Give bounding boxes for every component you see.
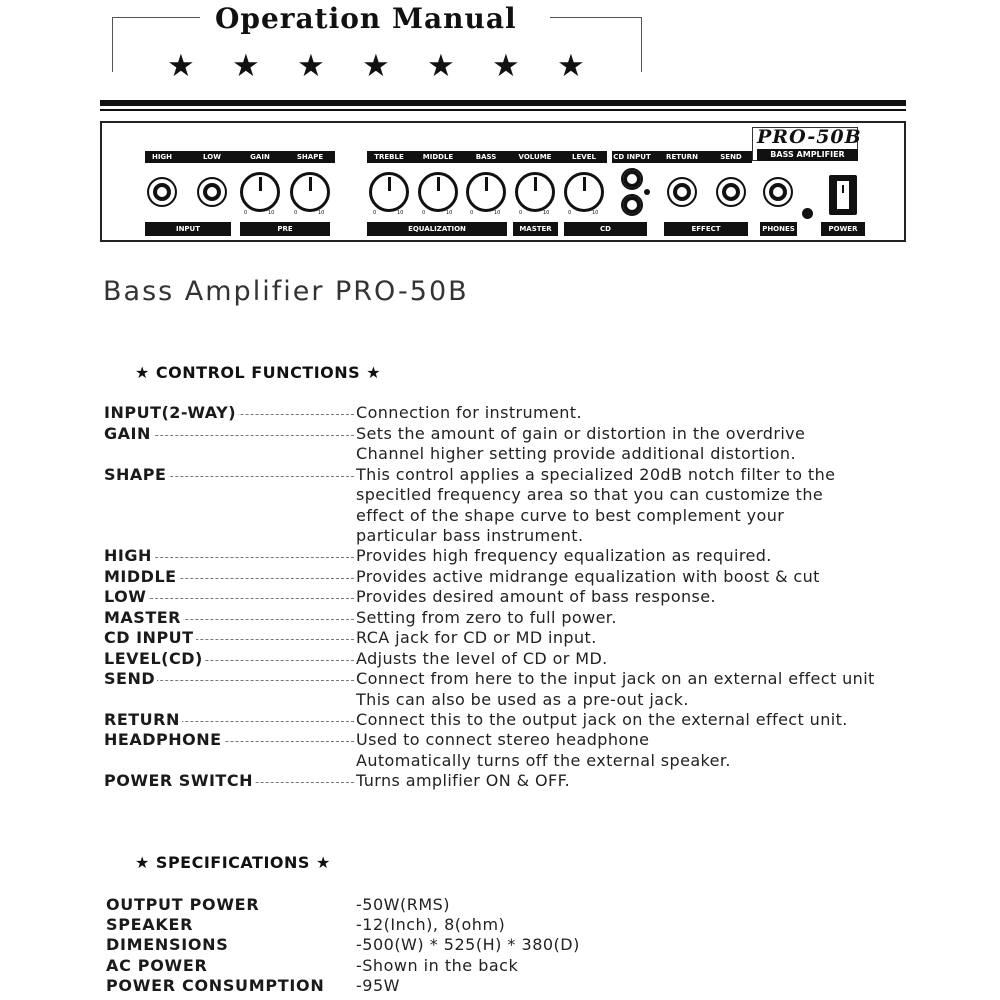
title-stars: [150, 50, 610, 86]
label-high: HIGH: [151, 153, 173, 161]
spec-value: -95W: [356, 976, 400, 995]
function-row-send: [104, 669, 904, 689]
function-name: LOW: [104, 587, 147, 606]
function-name: RETURN: [104, 710, 180, 729]
function-row-gain: [104, 424, 904, 444]
function-description: Provides active midrange equalization with boost & cut: [356, 567, 820, 586]
function-row-power-switch: [104, 771, 904, 791]
section-master: MASTER: [513, 222, 558, 236]
spec-value: -500(W) * 525(H) * 380(D): [356, 935, 580, 954]
label-bass: BASS: [475, 153, 497, 161]
function-row-cd-input: [104, 628, 904, 648]
function-name: MIDDLE: [104, 567, 177, 586]
input-low-jack: [197, 177, 227, 207]
function-description: Connect this to the output jack on the external effect unit.: [356, 710, 848, 729]
model-subtitle: BASS AMPLIFIER: [757, 149, 858, 161]
function-description: Connect from here to the input jack on an external effect unit: [356, 669, 875, 688]
label-low: LOW: [203, 153, 221, 161]
level-knob: [564, 172, 604, 212]
spec-label: POWER CONSUMPTION: [106, 976, 325, 995]
function-description-continued: Automatically turns off the external speaker.: [356, 751, 731, 770]
treble-scale-max: 10: [397, 210, 404, 216]
middle-scale-max: 10: [446, 210, 453, 216]
function-row-return: [104, 710, 904, 730]
section-pre: PRE: [240, 222, 330, 236]
cd-input-rca-right: [621, 194, 643, 216]
section-effect: EFFECT: [664, 222, 748, 236]
section-input: INPUT: [145, 222, 231, 236]
bass-scale-min: 0: [470, 210, 474, 216]
level-scale-min: 0: [568, 210, 572, 216]
function-row-level-cd: [104, 649, 904, 669]
function-description: Provides desired amount of bass response.: [356, 587, 717, 606]
function-name: INPUT(2-WAY): [104, 403, 237, 422]
star-icon: ★: [492, 48, 520, 84]
spec-label: DIMENSIONS: [106, 935, 229, 954]
label-return: RETURN: [666, 153, 698, 161]
shape-knob: [290, 172, 330, 212]
volume-scale-min: 0: [519, 210, 523, 216]
function-description-continued: specitled frequency area so that you can customize the: [356, 485, 824, 504]
shape-scale-max: 10: [318, 210, 325, 216]
treble-scale-min: 0: [373, 210, 377, 216]
label-treble: TREBLE: [374, 153, 404, 161]
function-name: SEND: [104, 669, 156, 688]
spec-value: -Shown in the back: [356, 956, 519, 975]
function-row-middle: [104, 567, 904, 587]
specifications-heading: ★ SPECIFICATIONS ★: [135, 853, 331, 872]
section-cd: CD: [564, 222, 647, 236]
function-description-continued: effect of the shape curve to best complement your: [356, 506, 785, 525]
label-middle: MIDDLE: [422, 153, 454, 161]
function-description: Adjusts the level of CD or MD.: [356, 649, 608, 668]
function-row-master: [104, 608, 904, 628]
control-functions-heading: ★ CONTROL FUNCTIONS ★: [135, 363, 382, 382]
star-icon: ★: [297, 48, 325, 84]
spec-label: OUTPUT POWER: [106, 895, 260, 914]
power-switch-icon: [829, 175, 857, 215]
label-gain: GAIN: [250, 153, 270, 161]
bass-scale-max: 10: [494, 210, 501, 216]
section-power: POWER: [821, 222, 865, 236]
function-description: Provides high frequency equalization as required.: [356, 546, 772, 565]
level-scale-max: 10: [592, 210, 599, 216]
middle-knob: [418, 172, 458, 212]
function-description: RCA jack for CD or MD input.: [356, 628, 597, 647]
label-send: SEND: [720, 153, 742, 161]
product-headline: Bass Amplifier PRO-50B: [103, 276, 469, 307]
star-icon: ★: [232, 48, 260, 84]
function-name: HIGH: [104, 546, 152, 565]
star-icon: ★: [427, 48, 455, 84]
star-icon: ★: [167, 48, 195, 84]
function-name: GAIN: [104, 424, 151, 443]
label-level: LEVEL: [572, 153, 596, 161]
function-row-input: [104, 403, 904, 423]
gain-scale-max: 10: [268, 210, 275, 216]
cd-input-rca-left: [621, 168, 643, 190]
label-cd-input: CD INPUT: [613, 153, 651, 161]
spec-value: -50W(RMS): [356, 895, 451, 914]
label-shape: SHAPE: [296, 153, 324, 161]
function-description-continued: This can also be used as a pre-out jack.: [356, 690, 689, 709]
shape-scale-min: 0: [294, 210, 298, 216]
send-jack: [716, 177, 746, 207]
function-description: Setting from zero to full power.: [356, 608, 617, 627]
gain-knob: [240, 172, 280, 212]
phones-jack: [763, 177, 793, 207]
function-name: LEVEL(CD): [104, 649, 203, 668]
function-description: Sets the amount of gain or distortion in the overdrive: [356, 424, 806, 443]
bass-knob: [466, 172, 506, 212]
function-row-headphone: [104, 730, 904, 750]
cd-input-dot: [644, 189, 650, 195]
function-name: HEADPHONE: [104, 730, 222, 749]
function-description-continued: Channel higher setting provide additional distortion.: [356, 444, 796, 463]
function-description: Used to connect stereo headphone: [356, 730, 650, 749]
function-row-high: [104, 546, 904, 566]
page-title: Operation Manual: [215, 2, 517, 35]
function-row-shape: [104, 465, 904, 485]
volume-scale-max: 10: [543, 210, 550, 216]
header-rule: [100, 100, 906, 106]
function-name: POWER SWITCH: [104, 771, 253, 790]
function-name: CD INPUT: [104, 628, 194, 647]
function-description: This control applies a specialized 20dB notch filter to the: [356, 465, 836, 484]
section-phones: PHONES: [760, 222, 797, 236]
star-icon: ★: [362, 48, 390, 84]
return-jack: [667, 177, 697, 207]
volume-knob: [515, 172, 555, 212]
treble-knob: [369, 172, 409, 212]
header-rule-thin: [100, 109, 906, 111]
middle-scale-min: 0: [422, 210, 426, 216]
section-equalization: EQUALIZATION: [367, 222, 507, 236]
spec-label: AC POWER: [106, 956, 208, 975]
function-row-low: [104, 587, 904, 607]
function-description: Connection for instrument.: [356, 403, 582, 422]
function-description: Turns amplifier ON & OFF.: [356, 771, 571, 790]
function-name: MASTER: [104, 608, 181, 627]
function-name: SHAPE: [104, 465, 167, 484]
gain-scale-min: 0: [244, 210, 248, 216]
label-volume: VOLUME: [518, 153, 552, 161]
spec-label: SPEAKER: [106, 915, 194, 934]
power-led: [802, 208, 813, 219]
star-icon: ★: [557, 48, 585, 84]
model-name: PRO-50B: [757, 126, 862, 148]
input-high-jack: [147, 177, 177, 207]
function-description-continued: particular bass instrument.: [356, 526, 584, 545]
spec-value: -12(Inch), 8(ohm): [356, 915, 506, 934]
